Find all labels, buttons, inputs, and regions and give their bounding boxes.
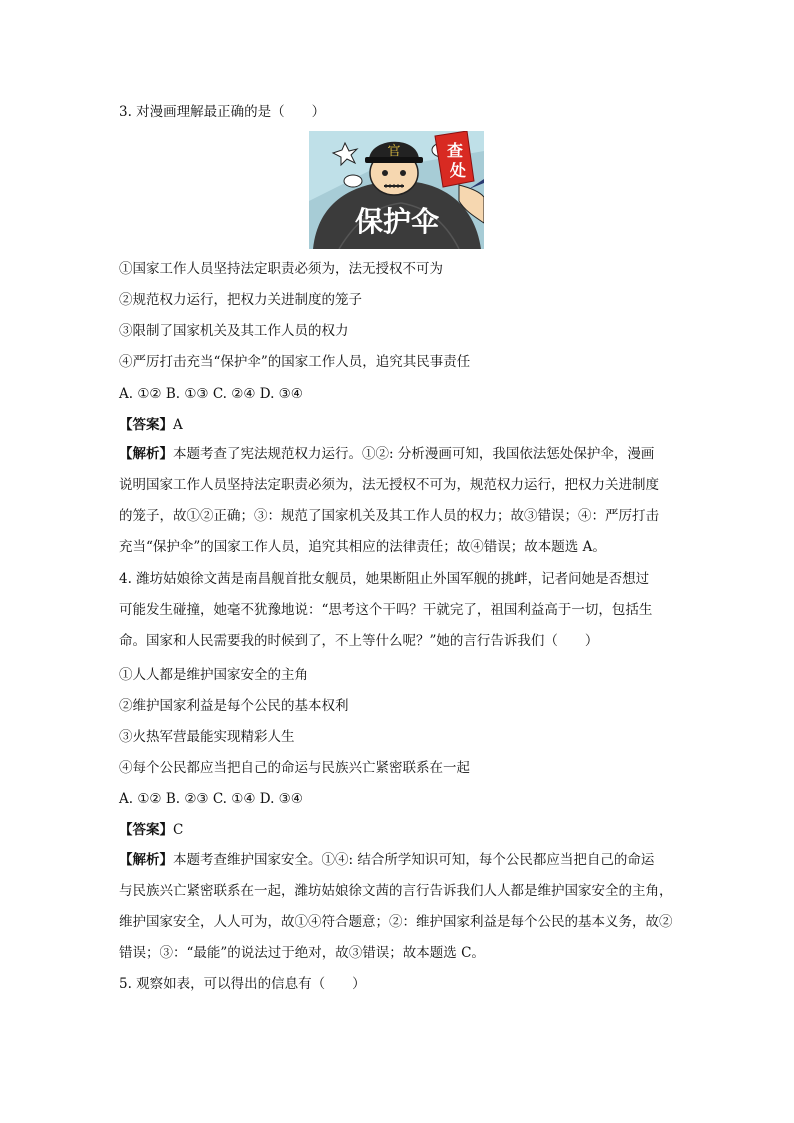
analysis-line-2: 与民族兴亡紧密联系在一起，潍坊姑娘徐文茜的言行告诉我们人人都是维护国家安全的主角， (119, 883, 673, 899)
q4-option-3: ③火热军营最能实现精彩人生 (119, 729, 295, 745)
analysis-line-3: 维护国家安全，人人可为，故①④符合题意；②：维护国家利益是每个公民的基本义务，故② (119, 914, 673, 930)
q3-option-4: ④严厉打击充当“保护伞”的国家工作人员，追究其民事责任 (119, 354, 471, 370)
analysis-label: 【解析】 (119, 446, 173, 462)
stem-line-3: 命。国家和人民需要我的时候到了，不上等什么呢？”她的言行告诉我们（ ） (119, 633, 599, 649)
q3-analysis (119, 439, 679, 563)
cartoon-image (309, 131, 484, 249)
q3-answer (119, 415, 183, 435)
sign-text-2: 处 (449, 161, 467, 180)
analysis-label: 【解析】 (119, 852, 173, 868)
q4-choices: A. ①② B. ②③ C. ①④ D. ③④ (119, 791, 303, 807)
q4-option-2: ②维护国家利益是每个公民的基本权利 (119, 698, 349, 714)
q4-answer (119, 820, 183, 840)
q3-option-1: ①国家工作人员坚持法定职责必须为，法无授权不可为 (119, 261, 443, 277)
analysis-line-1: 【解析】本题考查了宪法规范权力运行。①②: 分析漫画可知，我国依法惩处保护伞，漫画 (119, 446, 655, 462)
umbrella-text: 保护伞 (354, 205, 440, 238)
sign-text-1: 查 (446, 141, 464, 160)
hat-text: 官 (387, 144, 401, 159)
q3-option-3: ③限制了国家机关及其工作人员的权力 (119, 323, 349, 339)
answer-label: 【答案】 (119, 822, 173, 838)
analysis-line-4: 错误；③：“最能”的说法过于绝对，故③错误；故本题选 C。 (119, 945, 485, 961)
question-4-stem (119, 564, 679, 657)
answer-label: 【答案】 (119, 417, 173, 433)
analysis-line-4: 充当“保护伞”的国家工作人员，追究其相应的法律责任；故④错误；故本题选 A。 (119, 539, 606, 555)
answer-value: C (173, 822, 184, 838)
answer-value: A (173, 417, 183, 433)
analysis-line-2: 说明国家工作人员坚持法定职责必须为，法无授权不可为，规范权力运行，把权力关进制度 (119, 477, 659, 493)
q4-option-1: ①人人都是维护国家安全的主角 (119, 667, 308, 683)
stem-line-1: 4. 潍坊姑娘徐文茜是南昌舰首批女舰员，她果断阻止外国军舰的挑衅，记者问她是否想过 (119, 571, 650, 587)
question-5-stem: 5. 观察如表，可以得出的信息有（ ） (119, 976, 366, 992)
question-3-stem: 3. 对漫画理解最正确的是（ ） (119, 104, 326, 120)
q3-choices: A. ①② B. ①③ C. ②④ D. ③④ (119, 386, 303, 402)
q4-analysis (119, 845, 679, 969)
stem-line-2: 可能发生碰撞，她毫不犹豫地说：“思考这个干吗？干就完了，祖国利益高于一切，包括生 (119, 602, 653, 618)
analysis-line-3: 的笼子，故①②正确；③：规范了国家机关及其工作人员的权力；故③错误；④：严厉打击 (119, 508, 659, 524)
q3-option-2: ②规范权力运行，把权力关进制度的笼子 (119, 292, 362, 308)
analysis-line-1: 【解析】本题考查维护国家安全。①④: 结合所学知识可知，每个公民都应当把自己的命运 (119, 852, 655, 868)
q4-option-4: ④每个公民都应当把自己的命运与民族兴亡紧密联系在一起 (119, 760, 470, 776)
